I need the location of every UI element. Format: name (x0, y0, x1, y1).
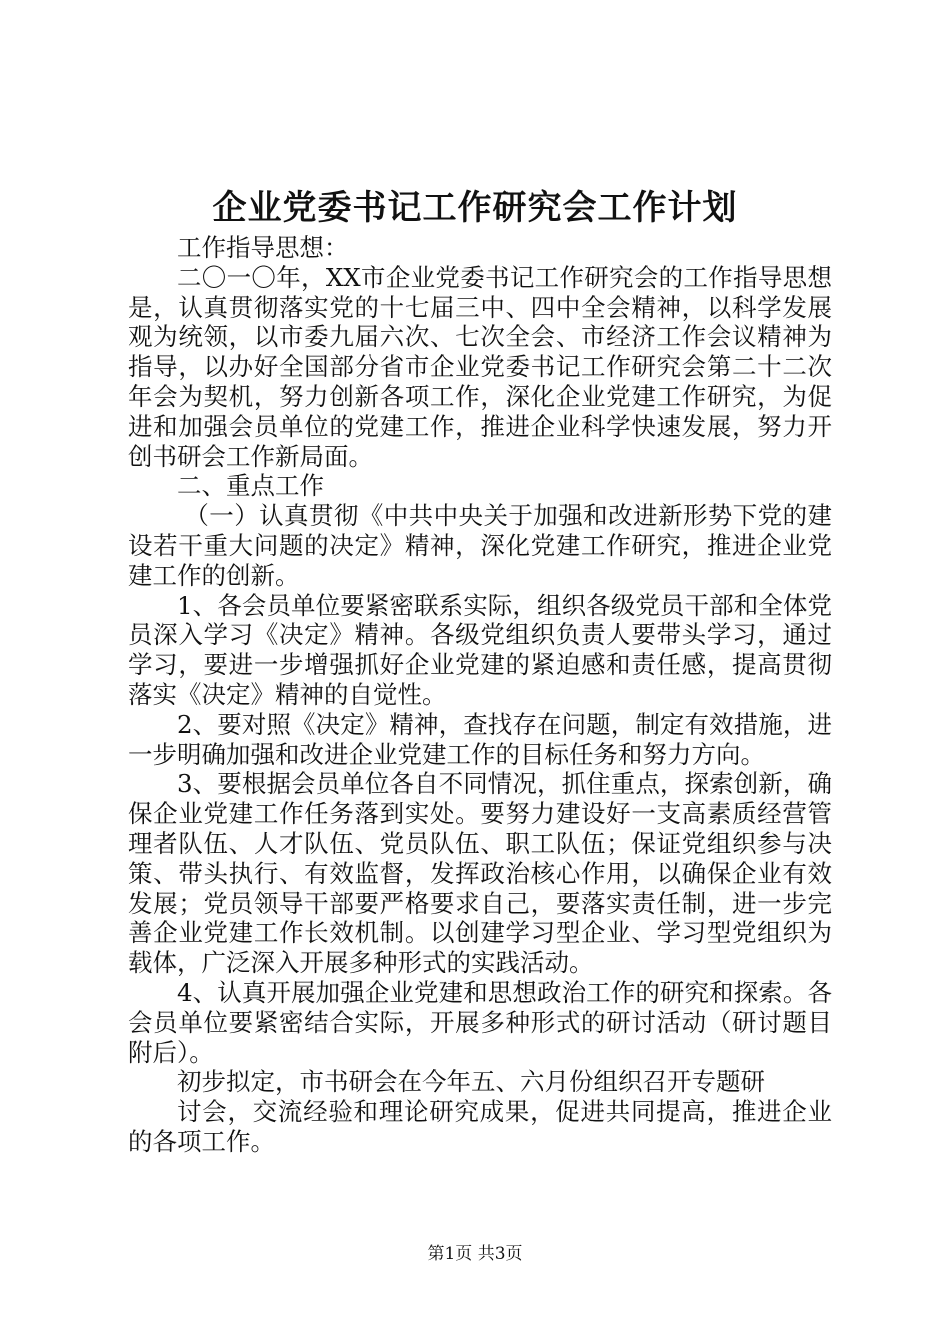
paragraph-item-1: 1、各会员单位要紧密联系实际，组织各级党员干部和全体党员深入学习《决定》精神。各级党组织负责人要带头学习，通过学习，要进一步增强抓好企业党建的紧迫感和责任感，提高贯彻落实《决定》精神的自觉性。 (128, 590, 832, 709)
paragraph-key-work-heading: 二、重点工作 (177, 471, 324, 501)
paragraph-guiding-heading: 工作指导思想： (177, 233, 349, 262)
paragraph-item-3: 3、要根据会员单位各自不同情况，抓住重点，探索创新，确保企业党建工作任务落到实处。要努力建设好一支高素质经营管理者队伍、人才队伍、党员队伍、职工队伍；保证党组织参与决策、带头执行、有效监督，发挥政治核心作用，以确保企业有效发展；党员领导干部要严格要求自己，要落实责任制，进一步完善企业党建工作长效机制。以创建学习型企业、学习型党组织为载体，广泛深入开展多种形式的实践活动。 (128, 769, 832, 978)
paragraph-section-one: （一）认真贯彻《中共中央关于加强和改进新形势下党的建设若干重大问题的决定》精神，深化党建工作研究，推进企业党建工作的创新。 (128, 501, 832, 590)
paragraph-preliminary: 初步拟定，市书研会在今年五、六月份组织召开专题研 (177, 1067, 765, 1097)
paragraph-seminar: 讨会，交流经验和理论研究成果，促进共同提高，推进企业的各项工作。 (128, 1097, 832, 1156)
page-number: 第1页 共3页 (427, 1244, 523, 1264)
paragraph-item-4: 4、认真开展加强企业党建和思想政治工作的研究和探索。各会员单位要紧密结合实际，开展多种形式的研讨活动（研讨题目附后）。 (128, 977, 832, 1067)
paragraph-item-2: 2、要对照《决定》精神，查找存在问题，制定有效措施，进一步明确加强和改进企业党建工作的目标任务和努力方向。 (128, 709, 832, 769)
document-title: 企业党委书记工作研究会工作计划 (212, 188, 738, 228)
document-body (128, 233, 832, 1157)
paragraph-guiding-thought: 二〇一〇年，XX市企业党委书记工作研究会的工作指导思想是，认真贯彻落实党的十七届三中、四中全会精神，以科学发展观为统领，以市委九届六次、七次全会、市经济工作会议精神为指导，以办好全国部分省市企业党委书记工作研究会第二十二次年会为契机，努力创新各项工作，深化企业党建工作研究，为促进和加强会员单位的党建工作，推进企业科学快速发展，努力开创书研会工作新局面。 (128, 262, 832, 471)
